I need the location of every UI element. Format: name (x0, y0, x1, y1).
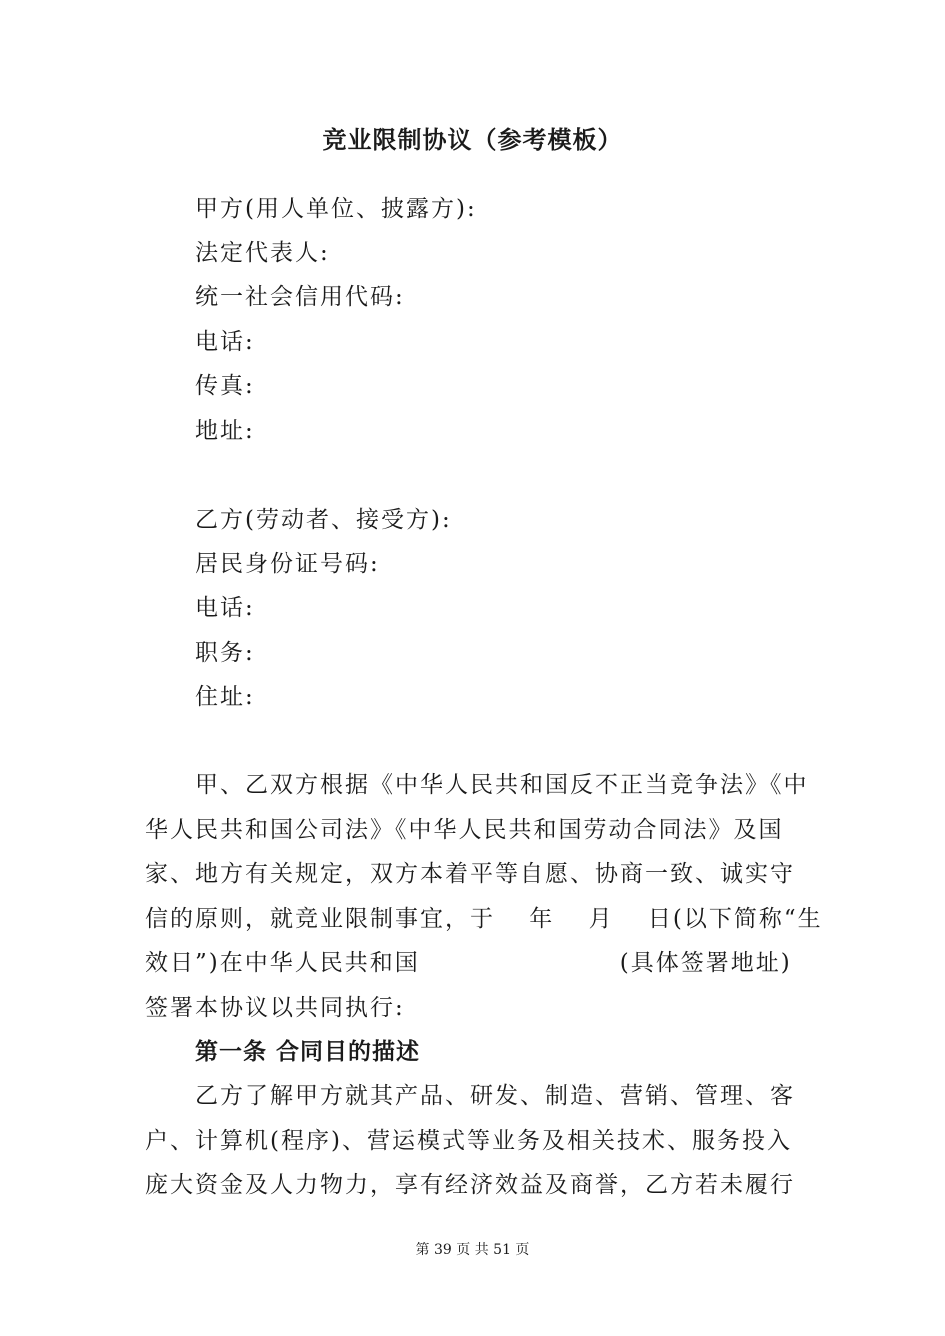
preamble-line: 签署本协议以共同执行: (145, 994, 405, 1021)
document-title: 竞业限制协议（参考模板） (322, 126, 623, 154)
page-number-footer: 第 39 页 共 51 页 (415, 1242, 530, 1258)
article-1-line: 户、计算机(程序)、营运模式等业务及相关技术、服务投入 (145, 1127, 792, 1154)
preamble-line: 华人民共和国公司法》《中华人民共和国劳动合同法》及国 (145, 816, 784, 843)
party-b-position-label: 职务: (195, 640, 255, 666)
party-b-label: 乙方(劳动者、接受方): (195, 507, 452, 533)
preamble-line: 甲、乙双方根据《中华人民共和国反不正当竞争法》《中 (145, 772, 809, 798)
credit-code-label: 统一社会信用代码: (195, 284, 405, 310)
preamble-line: 信的原则，就竞业限制事宜，于 年 月 日(以下简称“生 (145, 905, 823, 932)
article-1-line: 庞大资金及人力物力，享有经济效益及商誉，乙方若未履行 (145, 1172, 795, 1198)
article-1-heading: 第一条 合同目的描述 (195, 1039, 421, 1065)
party-a-address-label: 地址: (195, 418, 255, 444)
party-a-label: 甲方(用人单位、披露方): (195, 196, 477, 222)
party-a-phone-label: 电话: (195, 329, 255, 355)
party-b-phone-label: 电话: (195, 595, 255, 621)
party-b-residence-label: 住址: (195, 684, 255, 710)
preamble-line: 效日”)在中华人民共和国 (具体签署地址) (145, 950, 792, 976)
party-a-fax-label: 传真: (195, 373, 255, 399)
article-1-paragraph (145, 1074, 805, 1208)
preamble-paragraph (145, 763, 823, 1030)
id-number-label: 居民身份证号码: (195, 551, 380, 577)
legal-representative-label: 法定代表人: (195, 240, 330, 266)
article-1-line: 乙方了解甲方就其产品、研发、制造、营销、管理、客 (145, 1083, 795, 1109)
preamble-line: 家、地方有关规定，双方本着平等自愿、协商一致、诚实守 (145, 861, 795, 887)
